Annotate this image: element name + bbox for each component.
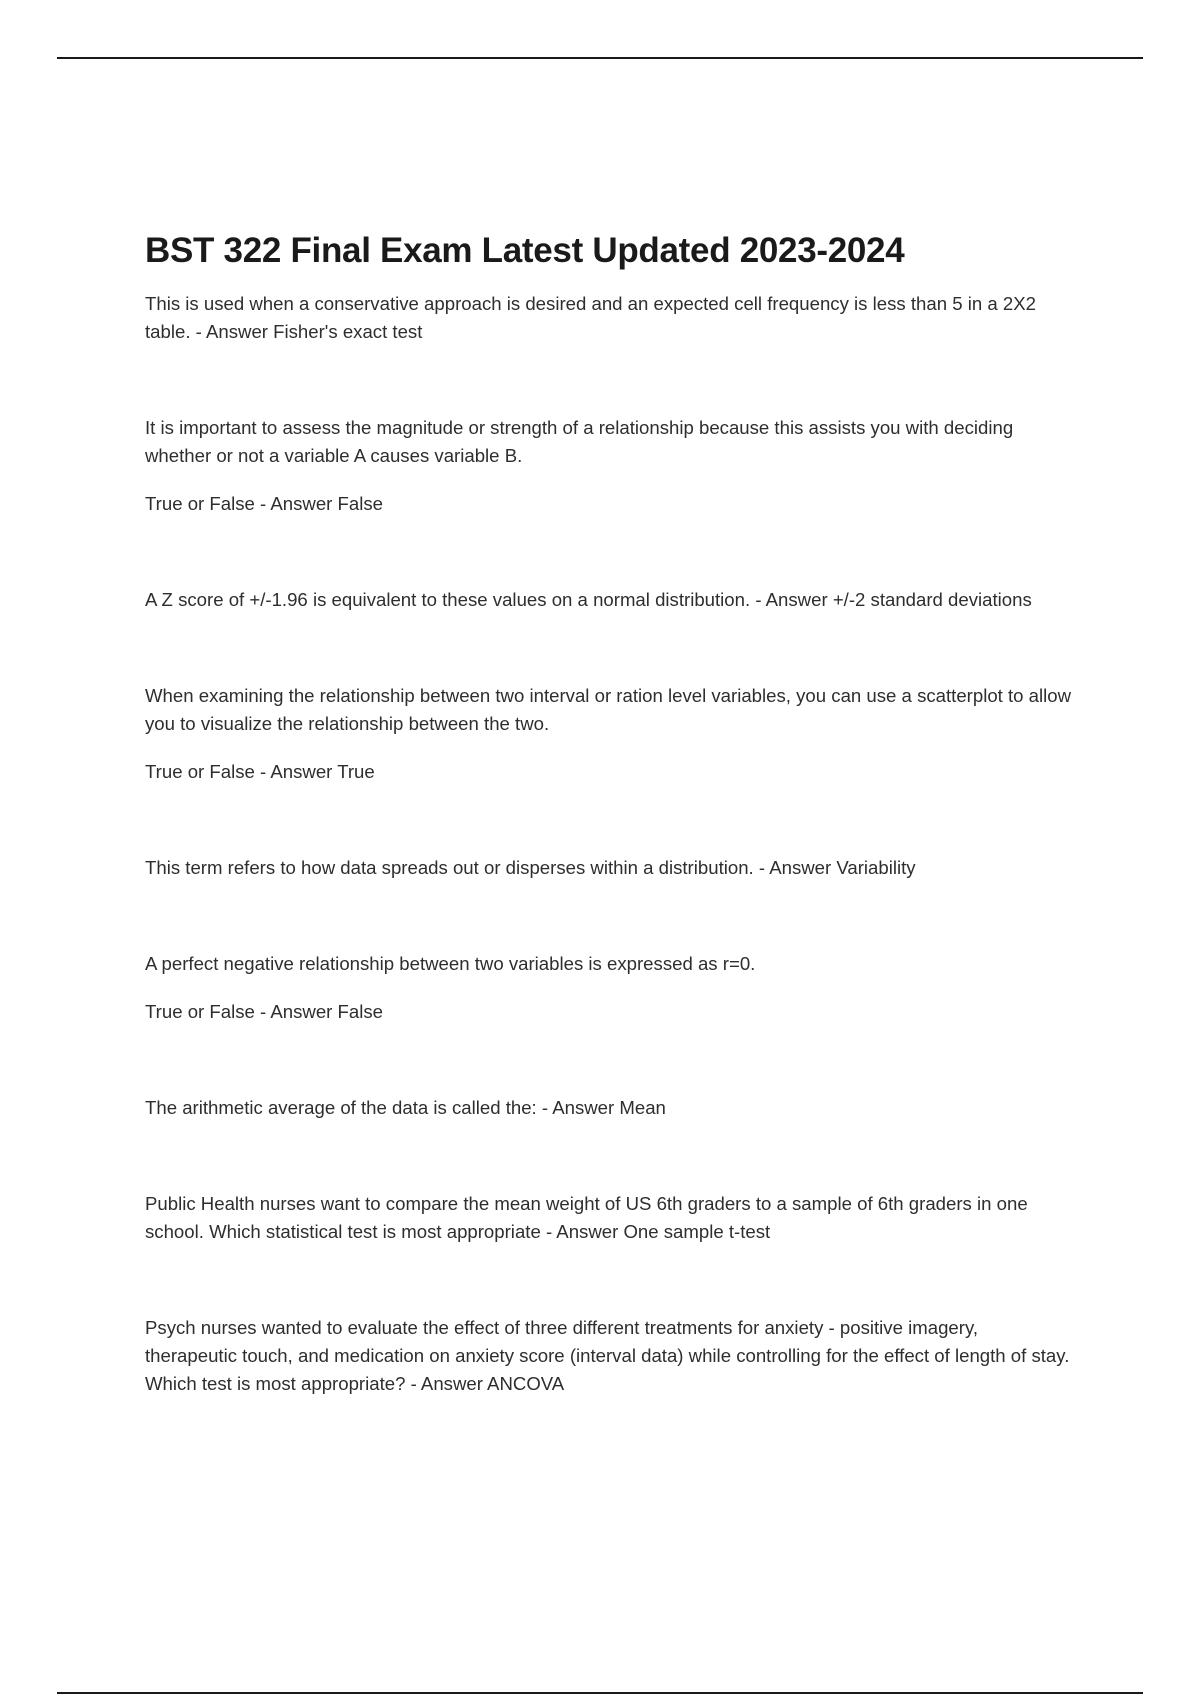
qa-text: The arithmetic average of the data is called the: - Answer Mean [145, 1097, 666, 1118]
qa-text: Public Health nurses want to compare the mean weight of US 6th graders to a sample of 6th graders in one school. Which statistical test is most appropriate - Answer One sample t-test [145, 1193, 1028, 1242]
qa-text: When examining the relationship between two interval or ration level variables, you can use a scatterplot to allow you to visualize the relationship between the two. [145, 685, 1072, 734]
document-body [145, 225, 1075, 1398]
qa-item-7 [145, 1094, 1075, 1122]
qa-item-2 [145, 414, 1075, 518]
qa-item-5 [145, 854, 1075, 882]
qa-text: It is important to assess the magnitude or strength of a relationship because this assists you with deciding whether or not a variable A causes variable B. [145, 417, 1014, 466]
qa-text: A Z score of +/-1.96 is equivalent to these values on a normal distribution. - Answer +/-2 standard deviations [145, 589, 1032, 610]
qa-text: A perfect negative relationship between two variables is expressed as r=0. [145, 953, 756, 974]
qa-item-6 [145, 950, 1075, 1026]
header-rule [57, 57, 1143, 59]
qa-answer: True or False - Answer True [145, 761, 375, 782]
qa-item-3 [145, 586, 1075, 614]
page-title: BST 322 Final Exam Latest Updated 2023-2024 [145, 231, 905, 270]
qa-item-4 [145, 682, 1075, 786]
qa-answer: True or False - Answer False [145, 493, 384, 514]
qa-text: This term refers to how data spreads out or disperses within a distribution. - Answer Variability [145, 857, 916, 878]
qa-answer: True or False - Answer False [145, 1001, 384, 1022]
qa-item-9 [145, 1314, 1075, 1398]
qa-item-8 [145, 1190, 1075, 1246]
footer-rule [57, 1692, 1143, 1694]
qa-text: This is used when a conservative approach is desired and an expected cell frequency is less than 5 in a 2X2 table. - Answer Fisher's exact test [145, 293, 1036, 342]
qa-item-1 [145, 290, 1075, 346]
qa-text: Psych nurses wanted to evaluate the effect of three different treatments for anxiety - positive imagery, therapeutic touch, and medication on anxiety score (interval data) while controlling for the effect of length of stay. Which test is most appropriate? - Answer ANCOVA [145, 1317, 1070, 1394]
